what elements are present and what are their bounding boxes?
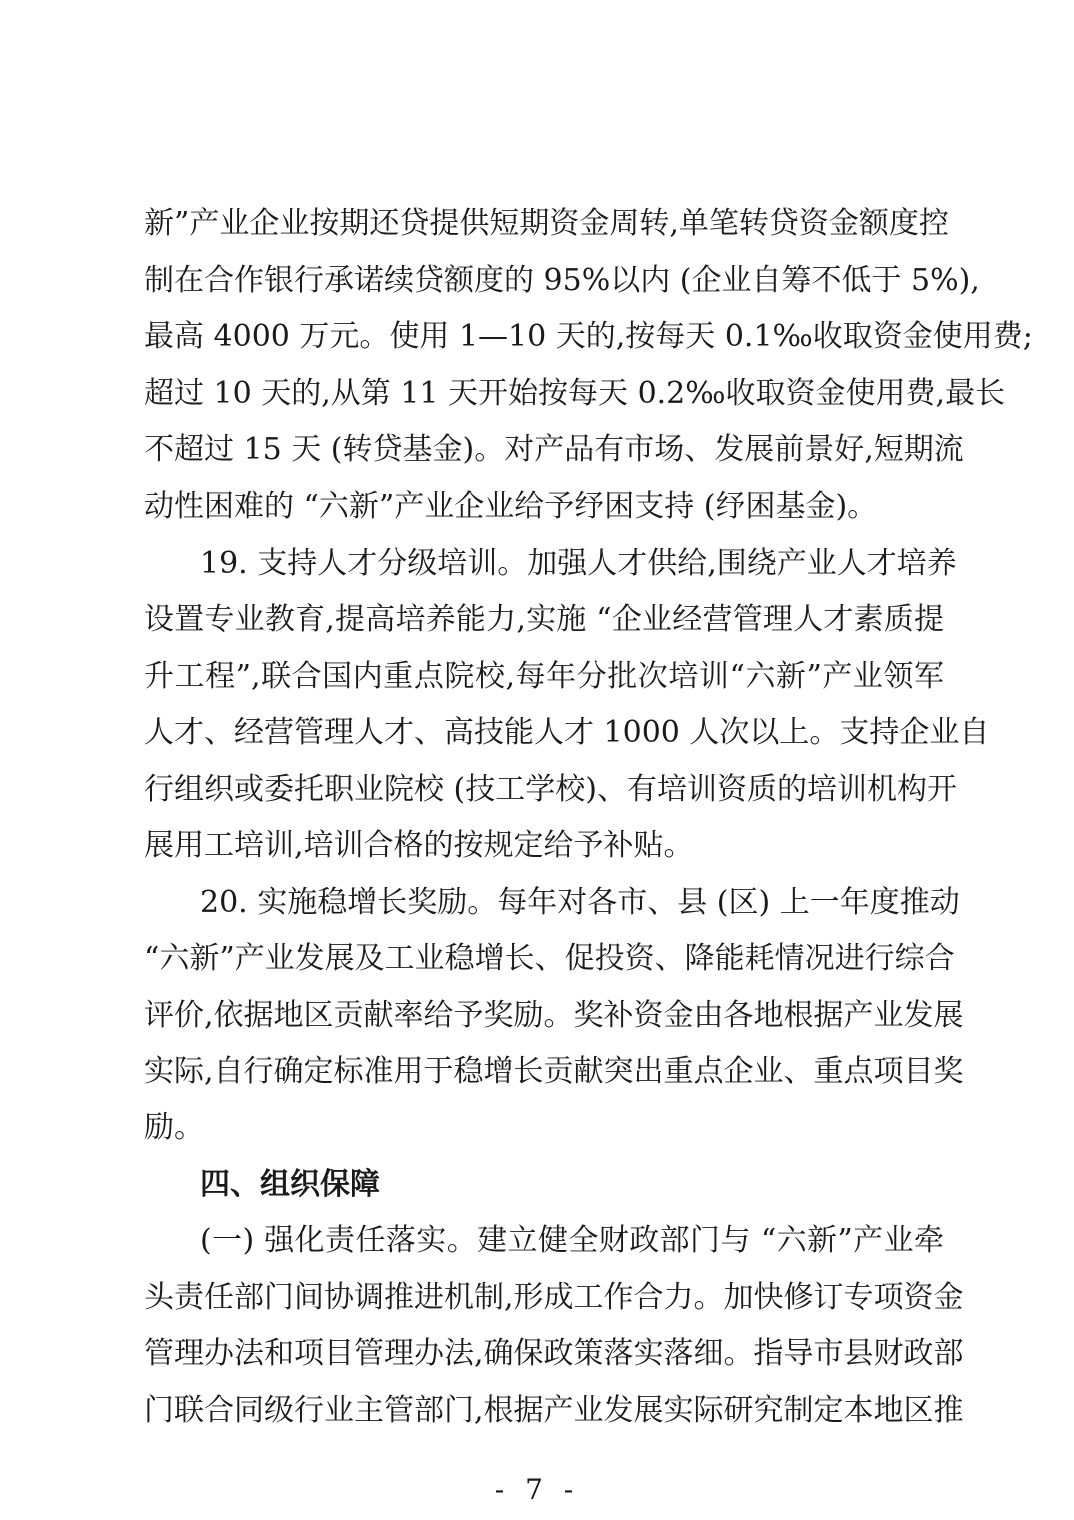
paragraph-19-first-line: 19. 支持人才分级培训。加强人才供给,围绕产业人才培养 [200,546,957,581]
body-text-line: 管理办法和项目管理办法,确保政策落实落细。指导市县财政部 [144,1336,964,1371]
body-text-line: 不超过 15 天 (转贷基金)。对产品有市场、发展前景好,短期流 [144,432,964,467]
body-text-line: 新”产业企业按期还贷提供短期资金周转,单笔转贷资金额度控 [144,206,949,241]
body-text-line: 超过 10 天的,从第 11 天开始按每天 0.2‰收取资金使用费,最长 [144,376,1006,411]
section-heading: 四、组织保障 [200,1167,380,1202]
page-number: - 7 - [494,1473,580,1506]
body-text-line: 最高 4000 万元。使用 1—10 天的,按每天 0.1‰收取资金使用费; [144,319,1033,354]
body-text-line: 动性困难的 “六新”产业企业给予纾困支持 (纾困基金)。 [144,489,878,524]
body-text-line: 实际,自行确定标准用于稳增长贡献突出重点企业、重点项目奖 [144,1054,964,1089]
body-text-line: 头责任部门间协调推进机制,形成工作合力。加快修订专项资金 [144,1280,964,1315]
body-text-line: 人才、经营管理人才、高技能人才 1000 人次以上。支持企业自 [144,715,990,750]
body-text-line: 评价,依据地区贡献率给予奖励。奖补资金由各地根据产业发展 [144,998,964,1033]
paragraph-20-first-line: 20. 实施稳增长奖励。每年对各市、县 (区) 上一年度推动 [200,885,960,920]
body-text-line: 励。 [144,1110,204,1145]
subsection-first-line: (一) 强化责任落实。建立健全财政部门与 “六新”产业牵 [200,1223,944,1258]
body-text-line: 制在合作银行承诺续贷额度的 95%以内 (企业自筹不低于 5%), [144,263,980,298]
body-text-line: 门联合同级行业主管部门,根据产业发展实际研究制定本地区推 [144,1393,964,1428]
body-text-line: 展用工培训,培训合格的按规定给予补贴。 [144,828,694,863]
body-text-line: 设置专业教育,提高培养能力,实施 “企业经营管理人才素质提 [144,602,944,637]
body-text-line: “六新”产业发展及工业稳增长、促投资、降能耗情况进行综合 [144,941,955,976]
body-text-line: 行组织或委托职业院校 (技工学校)、有培训资质的培训机构开 [144,772,957,807]
body-text-line: 升工程”,联合国内重点院校,每年分批次培训“六新”产业领军 [144,659,944,694]
